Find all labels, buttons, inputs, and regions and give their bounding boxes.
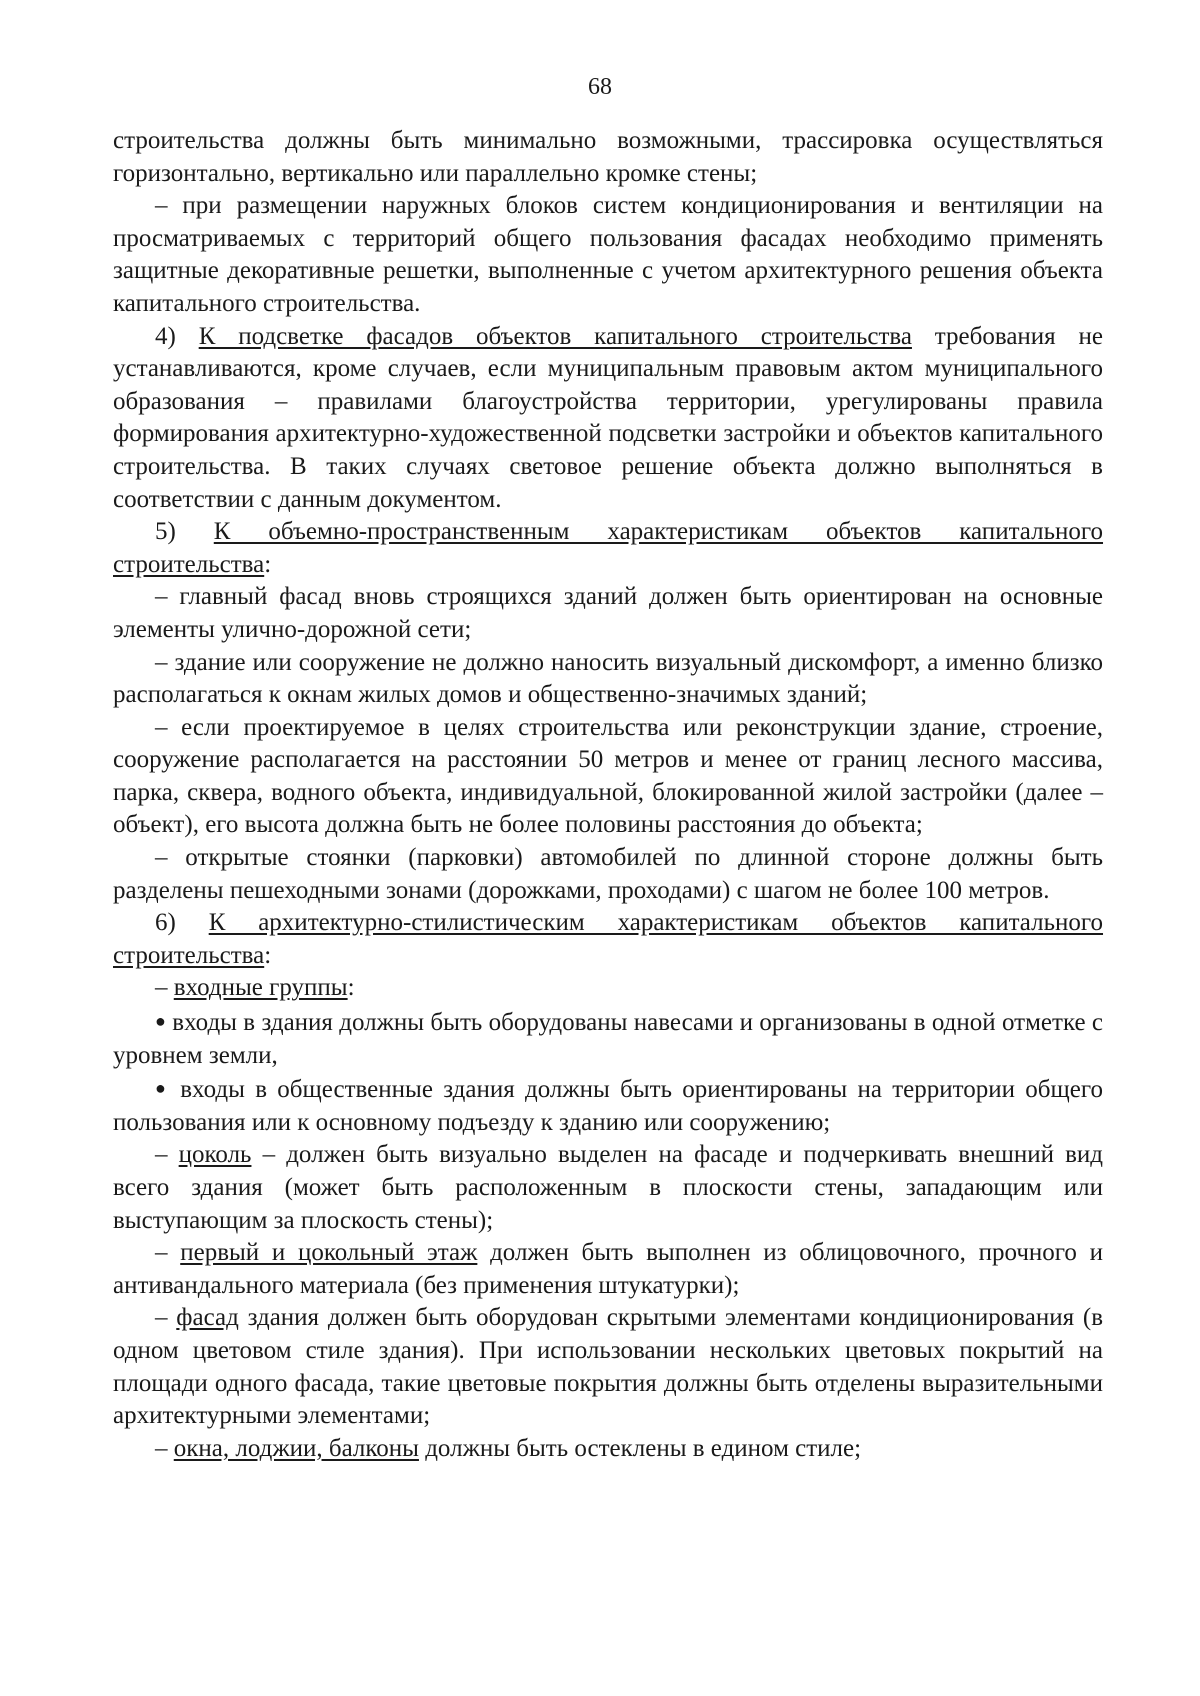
paragraph-p9: [113, 972, 1103, 1005]
paragraph-text: – при размещении наружных блоков систем кондиционирования и вентиляции на просматриваемых с территорий общего пользования фасадах необходимо применять защитные декоративные решетки, выполненные с учетом архитектурного решения объекта капитального строительства.: [113, 192, 1103, 317]
paragraph-text: – открытые стоянки (парковки) автомобилей по длинной стороне должны быть разделены пешеходными зонами (дорожками, проходами) с шагом не более 100 метров.: [113, 844, 1103, 904]
paragraph-text: – здание или сооружение не должно наносить визуальный дискомфорт, а именно близко располагаться к окнам жилых домов и общественно-значимых зданий;: [113, 648, 1103, 709]
paragraph-text: входы в здания должны быть оборудованы навесами и организованы в одной отметке с уровнем земли,: [113, 1009, 1103, 1069]
underlined-heading-text: К объемно-пространственным характеристикам объектов капитального строительства: [113, 518, 1104, 578]
paragraph-text: должен быть выполнен из облицовочного, прочного и антивандального материала (без применения штукатурки);: [113, 1239, 1103, 1299]
paragraph-p4: [113, 581, 1103, 646]
paragraph-p14: [113, 1302, 1103, 1432]
paragraph-p7: [113, 842, 1103, 907]
paragraph-text: –: [155, 974, 174, 1002]
paragraph-p3: [113, 516, 1103, 581]
underlined-heading-text: К подсветке фасадов объектов капитального строительства: [198, 322, 912, 350]
paragraph-text: –: [155, 1434, 174, 1462]
underlined-heading-text: входные группы: [173, 974, 348, 1002]
underlined-heading-text: первый и цокольный этаж: [180, 1239, 478, 1267]
underlined-heading-text: К архитектурно-стилистическим характеристикам объектов капитального строительства: [113, 909, 1104, 969]
paragraph-text: здания должен быть оборудован скрытыми элементами кондиционирования (в одном цветовом стиле здания). При использовании нескольких цветовых покрытий на площади одного фасада, такие цветовые покрытия должны быть отделены выразительными архитектурными элементами;: [113, 1304, 1104, 1430]
underlined-heading-text: окна, лоджии, балконы: [173, 1434, 419, 1462]
paragraph-text: – должен быть визуально выделен на фасаде и подчеркивать внешний вид всего здания (может быть расположенным в плоскости стены, западающим или выступающим за плоскость стены);: [113, 1141, 1103, 1234]
paragraph-p2: [113, 321, 1103, 517]
paragraph-p5: [113, 647, 1103, 712]
paragraph-text: должны быть остеклены в едином стиле;: [418, 1434, 862, 1462]
paragraph-p0: [113, 125, 1103, 190]
paragraph-p10: [113, 1005, 1103, 1072]
underlined-heading-text: фасад: [176, 1304, 239, 1332]
page-number: 68: [588, 74, 612, 100]
paragraph-p15: [113, 1433, 1103, 1466]
paragraph-p11: [113, 1072, 1103, 1139]
paragraph-text: 4): [155, 322, 199, 350]
paragraph-p13: [113, 1237, 1103, 1302]
paragraph-text: – если проектируемое в целях строительства или реконструкции здание, строение, сооружение располагается на расстоянии 50 метров и менее от границ лесного массива, парка, сквера, водного объекта, индивидуальной, блокированной жилой застройки (далее – объект), его высота должна быть не более половины расстояния до объекта;: [113, 713, 1103, 839]
paragraph-text: –: [155, 1141, 179, 1169]
paragraph-text: :: [347, 974, 355, 1002]
paragraph-p6: [113, 712, 1103, 842]
paragraph-text: входы в общественные здания должны быть ориентированы на территории общего пользования или к основному подъезду к зданию или сооружению;: [113, 1076, 1104, 1136]
document-body: [113, 125, 1103, 1465]
bullet-icon: ●: [155, 1011, 166, 1032]
bullet-icon: ●: [155, 1078, 170, 1099]
paragraph-text: :: [264, 550, 272, 578]
paragraph-text: – главный фасад вновь строящихся зданий должен быть ориентирован на основные элементы улично-дорожной сети;: [113, 583, 1103, 643]
paragraph-p12: [113, 1139, 1103, 1237]
paragraph-text: строительства должны быть минимально возможными, трассировка осуществляться горизонтально, вертикально или параллельно кромке стены;: [113, 127, 1103, 187]
paragraph-text: :: [264, 941, 272, 969]
paragraph-p1: [113, 190, 1103, 320]
paragraph-text: –: [155, 1239, 181, 1267]
underlined-heading-text: цоколь: [178, 1141, 252, 1169]
paragraph-p8: [113, 907, 1103, 972]
paragraph-text: –: [155, 1304, 177, 1332]
paragraph-text: 5): [155, 518, 214, 546]
paragraph-text: требования не устанавливаются, кроме случаев, если муниципальным правовым актом муниципального образования – правилами благоустройства территории, урегулированы правила формирования архитектурно-художественной подсветки застройки и объектов капитального строительства. В таких случаях световое решение объекта должно выполняться в соответствии с данным документом.: [113, 322, 1103, 513]
paragraph-text: 6): [155, 909, 209, 937]
